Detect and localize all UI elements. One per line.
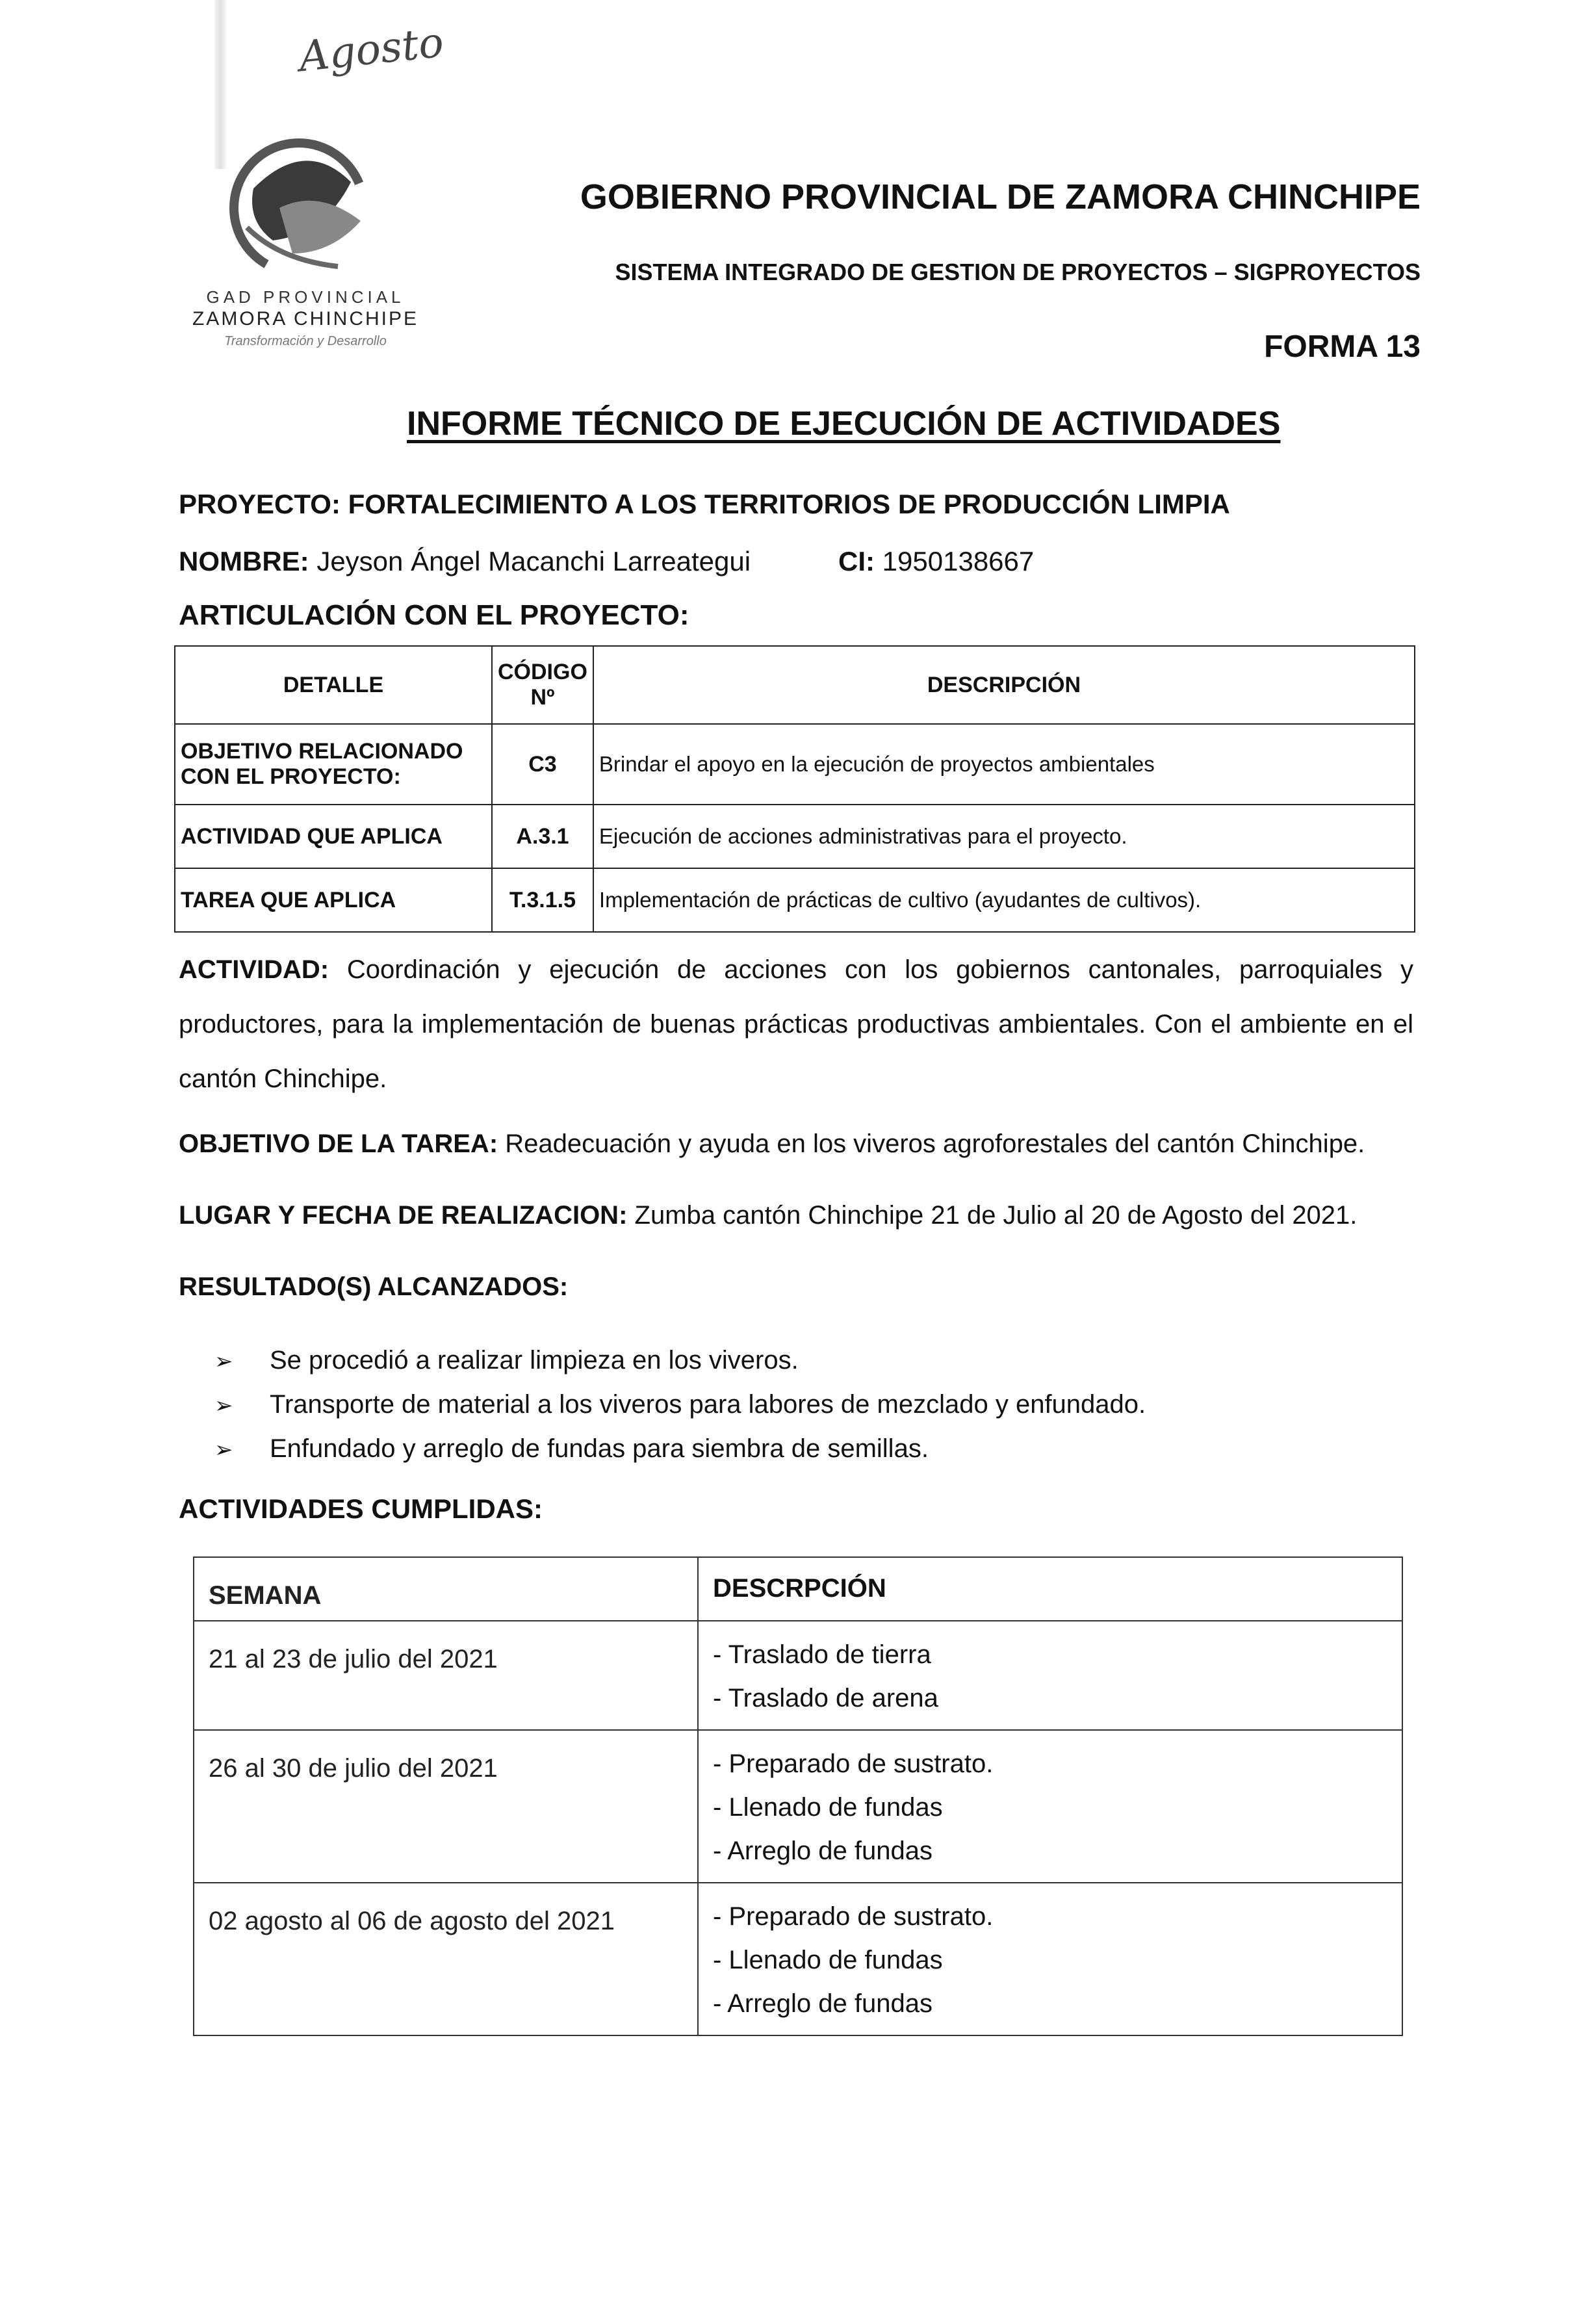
row-codigo: T.3.1.5 — [492, 868, 593, 932]
lugar-fecha-text: Zumba cantón Chinchipe 21 de Julio al 20 de Agosto del 2021. — [634, 1201, 1358, 1230]
desc-item: - Llenado de fundas — [713, 1946, 943, 1974]
desc-item: - Llenado de fundas — [713, 1793, 943, 1822]
articulacion-label: ARTICULACIÓN CON EL PROYECTO: — [179, 599, 689, 631]
ci-label: CI: — [838, 546, 875, 576]
list-item-text: Transporte de material a los viveros para labores de mezclado y enfundado. — [270, 1390, 1146, 1419]
row-detalle: OBJETIVO RELACIONADO CON EL PROYECTO: — [175, 724, 492, 805]
desc-item: - Traslado de arena — [713, 1684, 938, 1712]
table-row — [175, 868, 1415, 932]
row-detalle: TAREA QUE APLICA — [175, 868, 492, 932]
proyecto-line — [179, 489, 1230, 520]
lugar-fecha-label: LUGAR Y FECHA DE REALIZACION: — [179, 1201, 628, 1230]
desc-item: - Preparado de sustrato. — [713, 1749, 994, 1778]
table-header-row — [194, 1557, 1402, 1621]
row-descripcion — [698, 1883, 1402, 2035]
articulacion-table — [174, 645, 1415, 933]
objetivo-tarea-text: Readecuación y ayuda en los viveros agroforestales del cantón Chinchipe. — [505, 1130, 1365, 1158]
row-semana: 21 al 23 de julio del 2021 — [194, 1621, 698, 1730]
proyecto-value: FORTALECIMIENTO A LOS TERRITORIOS DE PRODUCCIÓN LIMPIA — [348, 489, 1230, 519]
handwritten-note: Agosto — [296, 18, 446, 82]
arrow-bullet-icon: ➢ — [214, 1349, 233, 1374]
header-semana: SEMANA — [194, 1557, 698, 1621]
list-item-text: Se procedió a realizar limpieza en los viveros. — [270, 1346, 799, 1375]
proyecto-label: PROYECTO: — [179, 489, 341, 519]
objetivo-tarea-line — [179, 1130, 1365, 1159]
desc-item: - Arreglo de fundas — [713, 1837, 933, 1865]
lugar-fecha-line — [179, 1201, 1357, 1230]
row-detalle: ACTIVIDAD QUE APLICA — [175, 805, 492, 868]
ci-value: 1950138667 — [882, 546, 1035, 576]
header-title: GOBIERNO PROVINCIAL DE ZAMORA CHINCHIPE — [580, 177, 1421, 216]
arrow-bullet-icon: ➢ — [214, 1393, 233, 1418]
objetivo-tarea-label: OBJETIVO DE LA TAREA: — [179, 1130, 498, 1158]
actividades-cumplidas-table — [193, 1556, 1403, 2036]
row-descripcion: Implementación de prácticas de cultivo (ayudantes de cultivos). — [593, 868, 1415, 932]
row-descripcion — [698, 1730, 1402, 1883]
table-row — [194, 1621, 1402, 1730]
header-forma: FORMA 13 — [1264, 329, 1421, 364]
nombre-line — [179, 546, 751, 577]
list-item — [214, 1383, 1146, 1427]
row-semana: 02 agosto al 06 de agosto del 2021 — [194, 1883, 698, 2035]
logo-line2: ZAMORA CHINCHIPE — [192, 308, 419, 329]
actividad-paragraph — [179, 942, 1413, 1106]
table-row — [194, 1883, 1402, 2035]
row-descripcion: Brindar el apoyo en la ejecución de proyectos ambientales — [593, 724, 1415, 805]
header-descripcion: DESCRIPCIÓN — [593, 646, 1415, 724]
table-header-row — [175, 646, 1415, 724]
row-codigo: C3 — [492, 724, 593, 805]
actividad-label: ACTIVIDAD: — [179, 955, 329, 984]
row-descripcion: Ejecución de acciones administrativas para el proyecto. — [593, 805, 1415, 868]
document-title: INFORME TÉCNICO DE EJECUCIÓN DE ACTIVIDADES — [407, 405, 1281, 443]
logo-line1: GAD PROVINCIAL — [206, 287, 405, 307]
arrow-bullet-icon: ➢ — [214, 1438, 233, 1462]
table-row — [175, 805, 1415, 868]
table-row — [175, 724, 1415, 805]
list-item — [214, 1339, 1146, 1383]
resultados-label: RESULTADO(S) ALCANZADOS: — [179, 1272, 569, 1301]
list-item-text: Enfundado y arreglo de fundas para siembra de semillas. — [270, 1434, 929, 1463]
row-semana: 26 al 30 de julio del 2021 — [194, 1730, 698, 1883]
table-row — [194, 1730, 1402, 1883]
desc-item: - Traslado de tierra — [713, 1640, 931, 1669]
row-codigo: A.3.1 — [492, 805, 593, 868]
logo-line3: Transformación y Desarrollo — [224, 334, 387, 348]
actividad-text: Coordinación y ejecución de acciones con los gobiernos cantonales, parroquiales y productores, para la implementación de buenas prácticas productivas ambientales. Con el ambiente en el cantón Chinchipe. — [179, 955, 1413, 1093]
nombre-label: NOMBRE: — [179, 546, 309, 576]
header-descripcion: DESCRPCIÓN — [698, 1557, 1402, 1621]
nombre-value: Jeyson Ángel Macanchi Larreategui — [316, 546, 751, 576]
desc-item: - Preparado de sustrato. — [713, 1902, 994, 1931]
header-codigo: CÓDIGO Nº — [492, 646, 593, 724]
resultados-list — [214, 1339, 1146, 1471]
header-detalle: DETALLE — [175, 646, 492, 724]
actividades-cumplidas-label: ACTIVIDADES CUMPLIDAS: — [179, 1493, 543, 1524]
ci-line — [838, 546, 1034, 577]
desc-item: - Arreglo de fundas — [713, 1989, 933, 2018]
list-item — [214, 1427, 1146, 1471]
row-descripcion — [698, 1621, 1402, 1730]
header-subtitle: SISTEMA INTEGRADO DE GESTION DE PROYECTOS – SIGPROYECTOS — [615, 259, 1421, 285]
